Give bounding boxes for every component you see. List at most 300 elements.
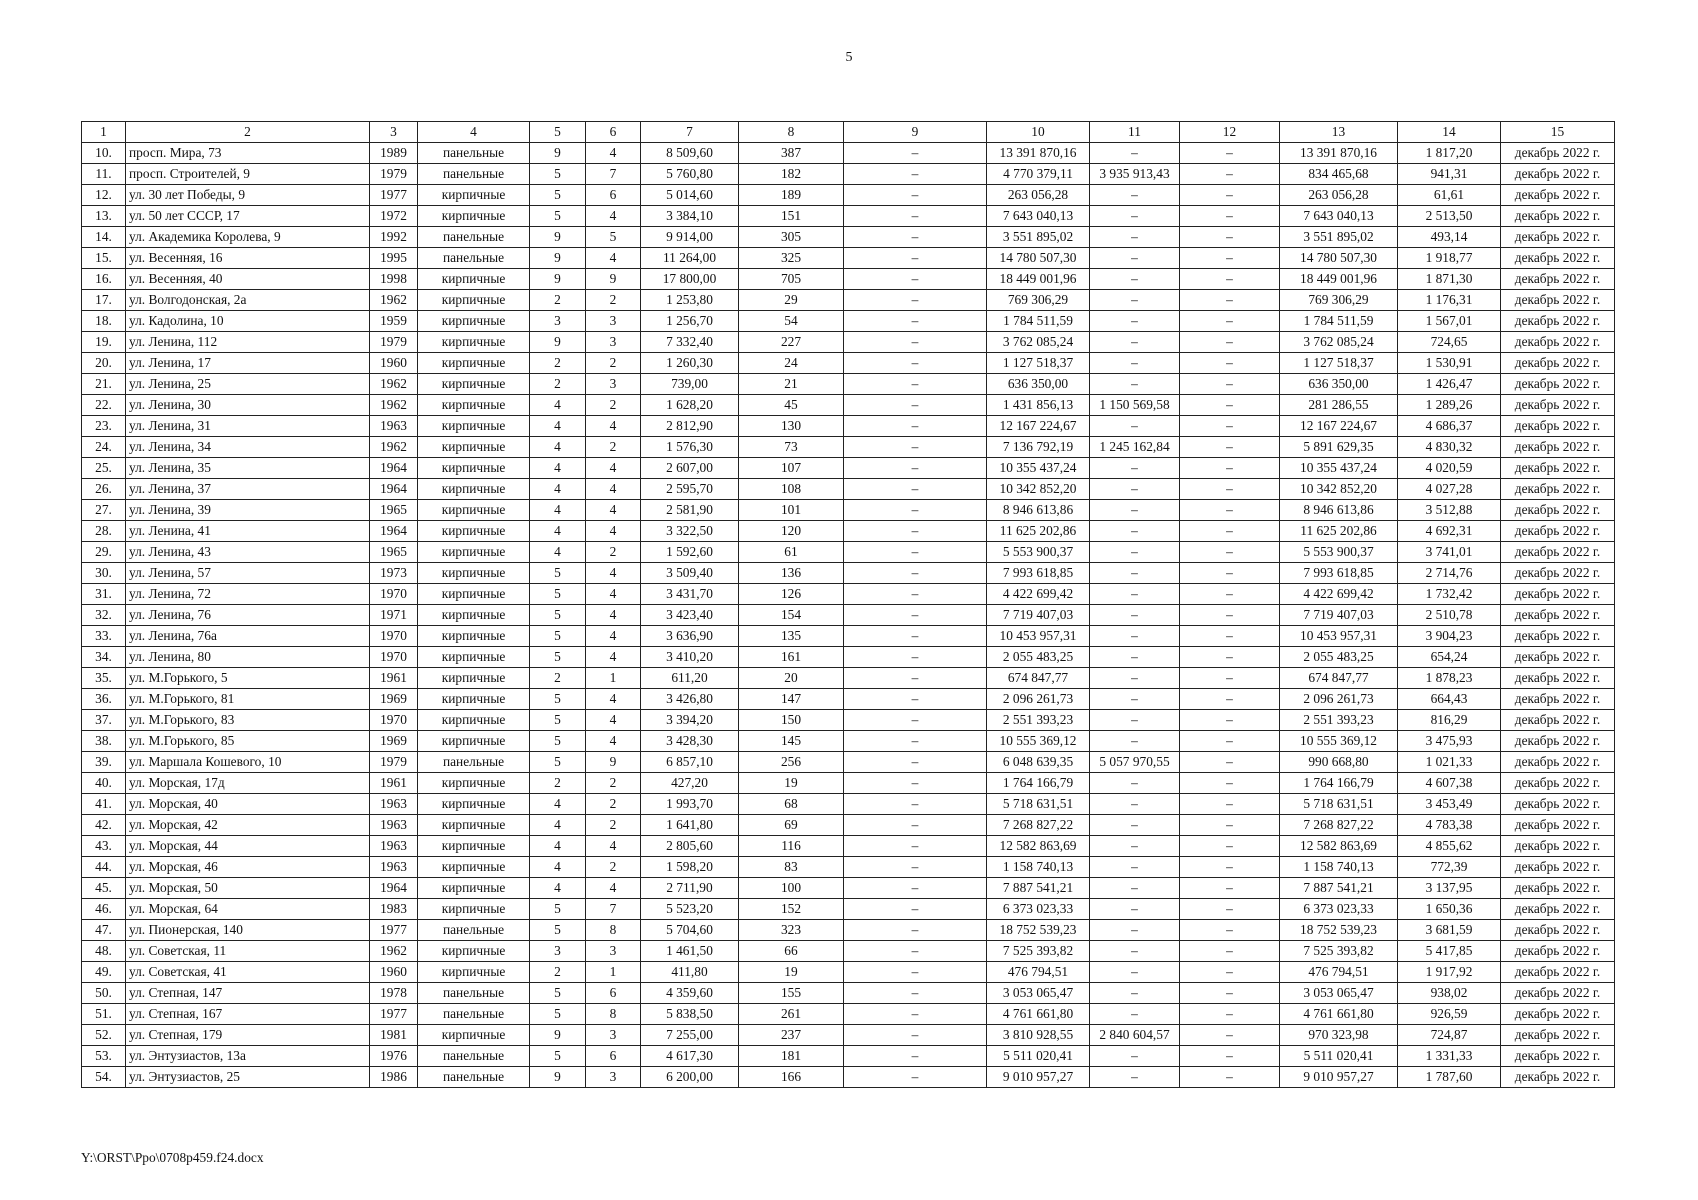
table-cell: 816,29 <box>1398 710 1501 731</box>
table-cell: – <box>1090 521 1180 542</box>
table-cell: 1962 <box>370 395 418 416</box>
table-cell: 8 509,60 <box>641 143 739 164</box>
row-number-cell: 36. <box>82 689 126 710</box>
table-cell: 654,24 <box>1398 647 1501 668</box>
table-cell: 4 <box>586 878 641 899</box>
table-cell: кирпичные <box>418 542 530 563</box>
table-cell: 3 053 065,47 <box>987 983 1090 1004</box>
table-cell: 14 780 507,30 <box>987 248 1090 269</box>
table-cell: кирпичные <box>418 773 530 794</box>
table-cell: 7 136 792,19 <box>987 437 1090 458</box>
table-cell: 3 636,90 <box>641 626 739 647</box>
table-cell: – <box>1180 857 1280 878</box>
table-cell: 24 <box>739 353 844 374</box>
table-cell: – <box>1180 332 1280 353</box>
table-cell: декабрь 2022 г. <box>1501 563 1615 584</box>
table-cell: 1 592,60 <box>641 542 739 563</box>
table-cell: – <box>1180 920 1280 941</box>
table-cell: 3 810 928,55 <box>987 1025 1090 1046</box>
table-cell: 6 <box>586 185 641 206</box>
table-cell: – <box>1090 857 1180 878</box>
address-cell: ул. Морская, 64 <box>126 899 370 920</box>
table-cell: – <box>844 731 987 752</box>
address-cell: ул. Степная, 167 <box>126 1004 370 1025</box>
table-row <box>82 416 1615 437</box>
table-cell: 136 <box>739 563 844 584</box>
table-cell: 6 <box>586 1046 641 1067</box>
table-cell: 6 857,10 <box>641 752 739 773</box>
table-row <box>82 920 1615 941</box>
table-cell: 1963 <box>370 857 418 878</box>
table-cell: 9 <box>586 269 641 290</box>
table-cell: 5 <box>530 164 586 185</box>
table-cell: 7 887 541,21 <box>987 878 1090 899</box>
address-cell: ул. Ленина, 43 <box>126 542 370 563</box>
table-cell: 5 <box>530 689 586 710</box>
table-row <box>82 794 1615 815</box>
table-row <box>82 563 1615 584</box>
table-row <box>82 647 1615 668</box>
address-cell: ул. Весенняя, 40 <box>126 269 370 290</box>
table-cell: 674 847,77 <box>987 668 1090 689</box>
table-row <box>82 731 1615 752</box>
table-cell: – <box>1090 731 1180 752</box>
table-cell: – <box>1180 500 1280 521</box>
row-number-cell: 35. <box>82 668 126 689</box>
table-cell: – <box>1090 647 1180 668</box>
table-row <box>82 878 1615 899</box>
table-cell: 6 200,00 <box>641 1067 739 1088</box>
table-cell: 2 <box>530 962 586 983</box>
address-cell: ул. М.Горького, 83 <box>126 710 370 731</box>
table-cell: 2 551 393,23 <box>987 710 1090 731</box>
table-cell: 2 <box>586 773 641 794</box>
table-cell: – <box>1180 374 1280 395</box>
table-cell: 9 <box>530 248 586 269</box>
table-row <box>82 458 1615 479</box>
table-cell: – <box>844 248 987 269</box>
table-row <box>82 290 1615 311</box>
table-cell: 10 355 437,24 <box>987 458 1090 479</box>
table-cell: – <box>1180 731 1280 752</box>
table-cell: кирпичные <box>418 857 530 878</box>
table-cell: 1 878,23 <box>1398 668 1501 689</box>
address-cell: ул. Ленина, 112 <box>126 332 370 353</box>
table-cell: кирпичные <box>418 1025 530 1046</box>
table-cell: 9 <box>530 143 586 164</box>
table-cell: 1970 <box>370 647 418 668</box>
row-number-cell: 33. <box>82 626 126 647</box>
table-cell: – <box>1090 479 1180 500</box>
table-cell: 7 255,00 <box>641 1025 739 1046</box>
table-cell: 2 714,76 <box>1398 563 1501 584</box>
row-number-cell: 15. <box>82 248 126 269</box>
address-cell: ул. Ленина, 25 <box>126 374 370 395</box>
table-cell: 3 <box>530 311 586 332</box>
row-number-cell: 21. <box>82 374 126 395</box>
table-cell: 4 <box>586 710 641 731</box>
table-cell: 10 555 369,12 <box>1280 731 1398 752</box>
table-cell: 1 256,70 <box>641 311 739 332</box>
table-cell: 5 <box>530 752 586 773</box>
table-cell: панельные <box>418 752 530 773</box>
table-cell: кирпичные <box>418 269 530 290</box>
table-cell: 4 761 661,80 <box>987 1004 1090 1025</box>
table-cell: 1977 <box>370 185 418 206</box>
table-cell: 2 595,70 <box>641 479 739 500</box>
address-cell: ул. Советская, 11 <box>126 941 370 962</box>
table-cell: – <box>844 857 987 878</box>
address-cell: ул. Академика Королева, 9 <box>126 227 370 248</box>
table-cell: 13 391 870,16 <box>987 143 1090 164</box>
table-cell: 5 <box>530 899 586 920</box>
table-cell: 7 887 541,21 <box>1280 878 1398 899</box>
table-cell: декабрь 2022 г. <box>1501 542 1615 563</box>
table-cell: – <box>1090 563 1180 584</box>
table-cell: 4 <box>586 500 641 521</box>
table-cell: 5 553 900,37 <box>987 542 1090 563</box>
table-cell: – <box>844 752 987 773</box>
table-cell: – <box>1090 689 1180 710</box>
table-cell: декабрь 2022 г. <box>1501 626 1615 647</box>
table-cell: 5 718 631,51 <box>987 794 1090 815</box>
table-cell: 1 787,60 <box>1398 1067 1501 1088</box>
table-cell: 1981 <box>370 1025 418 1046</box>
table-cell: 1 993,70 <box>641 794 739 815</box>
table-cell: – <box>1090 500 1180 521</box>
table-cell: 4 <box>586 206 641 227</box>
table-row <box>82 836 1615 857</box>
column-number-row <box>82 122 1615 143</box>
table-cell: 2 <box>586 437 641 458</box>
table-cell: 4 830,32 <box>1398 437 1501 458</box>
table-cell: 1964 <box>370 878 418 899</box>
table-cell: 4 <box>530 815 586 836</box>
table-cell: декабрь 2022 г. <box>1501 605 1615 626</box>
table-cell: 19 <box>739 773 844 794</box>
table-cell: 3 904,23 <box>1398 626 1501 647</box>
table-cell: декабрь 2022 г. <box>1501 1004 1615 1025</box>
row-number-cell: 22. <box>82 395 126 416</box>
table-cell: 636 350,00 <box>987 374 1090 395</box>
table-row <box>82 857 1615 878</box>
table-cell: декабрь 2022 г. <box>1501 1046 1615 1067</box>
table-cell: 145 <box>739 731 844 752</box>
table-cell: кирпичные <box>418 731 530 752</box>
table-cell: 674 847,77 <box>1280 668 1398 689</box>
column-header: 1 <box>82 122 126 143</box>
address-cell: ул. Морская, 40 <box>126 794 370 815</box>
table-cell: 1 917,92 <box>1398 962 1501 983</box>
table-cell: 4 <box>586 836 641 857</box>
table-cell: декабрь 2022 г. <box>1501 248 1615 269</box>
table-cell: 3 762 085,24 <box>987 332 1090 353</box>
table-cell: 1970 <box>370 626 418 647</box>
file-path-footer: Y:\ORST\Ppo\0708p459.f24.docx <box>81 1150 264 1165</box>
table-cell: – <box>844 899 987 920</box>
table-row <box>82 311 1615 332</box>
table-cell: 4 <box>530 416 586 437</box>
table-cell: 1989 <box>370 143 418 164</box>
table-cell: 1977 <box>370 920 418 941</box>
table-cell: – <box>1090 836 1180 857</box>
column-header: 8 <box>739 122 844 143</box>
table-cell: 1998 <box>370 269 418 290</box>
address-cell: ул. Ленина, 80 <box>126 647 370 668</box>
row-number-cell: 10. <box>82 143 126 164</box>
table-cell: 3 <box>586 941 641 962</box>
table-cell: – <box>844 353 987 374</box>
address-cell: ул. Морская, 42 <box>126 815 370 836</box>
table-cell: 1 567,01 <box>1398 311 1501 332</box>
table-cell: – <box>1180 185 1280 206</box>
table-cell: 1 127 518,37 <box>1280 353 1398 374</box>
table-cell: 4 607,38 <box>1398 773 1501 794</box>
table-cell: – <box>1180 1004 1280 1025</box>
table-cell: декабрь 2022 г. <box>1501 332 1615 353</box>
table-row <box>82 437 1615 458</box>
column-header: 3 <box>370 122 418 143</box>
table-cell: 5 511 020,41 <box>1280 1046 1398 1067</box>
table-cell: 3 384,10 <box>641 206 739 227</box>
row-number-cell: 40. <box>82 773 126 794</box>
row-number-cell: 19. <box>82 332 126 353</box>
table-cell: 152 <box>739 899 844 920</box>
table-cell: 9 <box>530 227 586 248</box>
table-row <box>82 1004 1615 1025</box>
table-cell: – <box>844 584 987 605</box>
table-cell: – <box>844 521 987 542</box>
table-cell: – <box>1180 1025 1280 1046</box>
table-row <box>82 185 1615 206</box>
table-cell: 3 431,70 <box>641 584 739 605</box>
table-cell: – <box>844 416 987 437</box>
table-cell: кирпичные <box>418 815 530 836</box>
table-cell: 4 422 699,42 <box>1280 584 1398 605</box>
table-cell: – <box>844 983 987 1004</box>
table-cell: декабрь 2022 г. <box>1501 395 1615 416</box>
row-number-cell: 23. <box>82 416 126 437</box>
address-cell: ул. Советская, 41 <box>126 962 370 983</box>
table-cell: 1 <box>586 668 641 689</box>
table-cell: 8 <box>586 920 641 941</box>
table-cell: 5 553 900,37 <box>1280 542 1398 563</box>
table-cell: 2 <box>530 353 586 374</box>
table-cell: 3 <box>586 332 641 353</box>
table-cell: 1 158 740,13 <box>987 857 1090 878</box>
table-cell: – <box>844 878 987 899</box>
table-cell: декабрь 2022 г. <box>1501 353 1615 374</box>
row-number-cell: 47. <box>82 920 126 941</box>
table-cell: 161 <box>739 647 844 668</box>
table-cell: – <box>844 794 987 815</box>
table-cell: – <box>1180 416 1280 437</box>
table-cell: 3 322,50 <box>641 521 739 542</box>
table-cell: 130 <box>739 416 844 437</box>
table-cell: – <box>1180 983 1280 1004</box>
table-cell: 166 <box>739 1067 844 1088</box>
table-cell: 4 <box>530 542 586 563</box>
table-cell: 4 <box>530 395 586 416</box>
table-cell: кирпичные <box>418 332 530 353</box>
table-cell: декабрь 2022 г. <box>1501 710 1615 731</box>
table-cell: 1986 <box>370 1067 418 1088</box>
table-cell: 12 582 863,69 <box>1280 836 1398 857</box>
table-cell: 107 <box>739 458 844 479</box>
table-cell: 2 <box>586 815 641 836</box>
table-cell: 387 <box>739 143 844 164</box>
table-cell: панельные <box>418 1004 530 1025</box>
table-row <box>82 479 1615 500</box>
table-cell: 9 <box>586 752 641 773</box>
column-header: 13 <box>1280 122 1398 143</box>
table-cell: 12 167 224,67 <box>1280 416 1398 437</box>
address-cell: ул. М.Горького, 5 <box>126 668 370 689</box>
column-header: 15 <box>1501 122 1615 143</box>
table-cell: – <box>844 668 987 689</box>
column-header: 12 <box>1180 122 1280 143</box>
address-cell: ул. 50 лет СССР, 17 <box>126 206 370 227</box>
table-cell: – <box>844 836 987 857</box>
row-number-cell: 34. <box>82 647 126 668</box>
table-cell: 256 <box>739 752 844 773</box>
table-cell: 724,87 <box>1398 1025 1501 1046</box>
table-cell: 69 <box>739 815 844 836</box>
table-cell: 5 057 970,55 <box>1090 752 1180 773</box>
table-cell: 4 <box>586 605 641 626</box>
table-cell: 1 918,77 <box>1398 248 1501 269</box>
table-cell: 5 <box>530 1046 586 1067</box>
row-number-cell: 45. <box>82 878 126 899</box>
table-row <box>82 542 1615 563</box>
table-cell: 17 800,00 <box>641 269 739 290</box>
table-cell: 4 <box>530 479 586 500</box>
table-cell: 261 <box>739 1004 844 1025</box>
table-row <box>82 605 1615 626</box>
table-cell: – <box>1090 626 1180 647</box>
table-cell: кирпичные <box>418 794 530 815</box>
table-cell: 29 <box>739 290 844 311</box>
table-cell: кирпичные <box>418 605 530 626</box>
table-cell: – <box>1090 1004 1180 1025</box>
table-cell: 1969 <box>370 689 418 710</box>
table-cell: декабрь 2022 г. <box>1501 962 1615 983</box>
row-number-cell: 46. <box>82 899 126 920</box>
table-cell: 3 <box>586 1067 641 1088</box>
table-cell: – <box>1180 962 1280 983</box>
table-cell: 7 268 827,22 <box>1280 815 1398 836</box>
table-cell: 1962 <box>370 437 418 458</box>
table-cell: декабрь 2022 г. <box>1501 815 1615 836</box>
table-cell: 68 <box>739 794 844 815</box>
table-cell: – <box>1090 416 1180 437</box>
table-cell: 3 512,88 <box>1398 500 1501 521</box>
table-cell: 769 306,29 <box>987 290 1090 311</box>
table-cell: 1963 <box>370 794 418 815</box>
table-cell: 8 946 613,86 <box>987 500 1090 521</box>
table-cell: – <box>1180 164 1280 185</box>
row-number-cell: 28. <box>82 521 126 542</box>
table-cell: – <box>1090 920 1180 941</box>
table-cell: – <box>844 605 987 626</box>
table-cell: 18 449 001,96 <box>987 269 1090 290</box>
table-cell: 8 946 613,86 <box>1280 500 1398 521</box>
table-cell: 10 355 437,24 <box>1280 458 1398 479</box>
table-cell: 12 582 863,69 <box>987 836 1090 857</box>
table-cell: 3 762 085,24 <box>1280 332 1398 353</box>
row-number-cell: 41. <box>82 794 126 815</box>
address-cell: ул. Морская, 44 <box>126 836 370 857</box>
table-cell: 834 465,68 <box>1280 164 1398 185</box>
table-cell: 772,39 <box>1398 857 1501 878</box>
table-cell: – <box>1090 248 1180 269</box>
table-cell: 5 523,20 <box>641 899 739 920</box>
table-cell: декабрь 2022 г. <box>1501 794 1615 815</box>
table-row <box>82 374 1615 395</box>
table-cell: 4 <box>586 479 641 500</box>
table-cell: – <box>1180 773 1280 794</box>
table-cell: 3 509,40 <box>641 563 739 584</box>
table-cell: – <box>1180 437 1280 458</box>
table-cell: кирпичные <box>418 878 530 899</box>
table-cell: 1972 <box>370 206 418 227</box>
table-cell: 1965 <box>370 542 418 563</box>
row-number-cell: 38. <box>82 731 126 752</box>
table-cell: – <box>1090 1046 1180 1067</box>
table-cell: 101 <box>739 500 844 521</box>
table-cell: 1 431 856,13 <box>987 395 1090 416</box>
table-cell: декабрь 2022 г. <box>1501 374 1615 395</box>
table-cell: – <box>1090 605 1180 626</box>
table-cell: декабрь 2022 г. <box>1501 920 1615 941</box>
table-row <box>82 941 1615 962</box>
address-cell: ул. Степная, 147 <box>126 983 370 1004</box>
table-cell: 150 <box>739 710 844 731</box>
row-number-cell: 53. <box>82 1046 126 1067</box>
table-cell: – <box>1180 311 1280 332</box>
table-row <box>82 983 1615 1004</box>
table-cell: – <box>1180 878 1280 899</box>
table-cell: 4 <box>586 416 641 437</box>
table-cell: – <box>1090 878 1180 899</box>
table-cell: кирпичные <box>418 290 530 311</box>
table-cell: панельные <box>418 920 530 941</box>
table-cell: декабрь 2022 г. <box>1501 416 1615 437</box>
table-cell: – <box>1180 479 1280 500</box>
table-cell: 3 394,20 <box>641 710 739 731</box>
table-cell: – <box>1180 353 1280 374</box>
table-cell: 1 641,80 <box>641 815 739 836</box>
table-cell: 1 331,33 <box>1398 1046 1501 1067</box>
table-cell: 1 598,20 <box>641 857 739 878</box>
table-cell: 6 373 023,33 <box>1280 899 1398 920</box>
address-cell: ул. Ленина, 17 <box>126 353 370 374</box>
table-cell: 2 096 261,73 <box>987 689 1090 710</box>
table-cell: 1969 <box>370 731 418 752</box>
address-cell: ул. Весенняя, 16 <box>126 248 370 269</box>
address-cell: просп. Строителей, 9 <box>126 164 370 185</box>
table-cell: 4 422 699,42 <box>987 584 1090 605</box>
table-cell: декабрь 2022 г. <box>1501 773 1615 794</box>
table-cell: декабрь 2022 г. <box>1501 437 1615 458</box>
table-cell: – <box>1090 206 1180 227</box>
table-cell: кирпичные <box>418 458 530 479</box>
table-cell: 1979 <box>370 752 418 773</box>
table-cell: 724,65 <box>1398 332 1501 353</box>
table-cell: 281 286,55 <box>1280 395 1398 416</box>
table-cell: 1995 <box>370 248 418 269</box>
table-cell: 1 461,50 <box>641 941 739 962</box>
